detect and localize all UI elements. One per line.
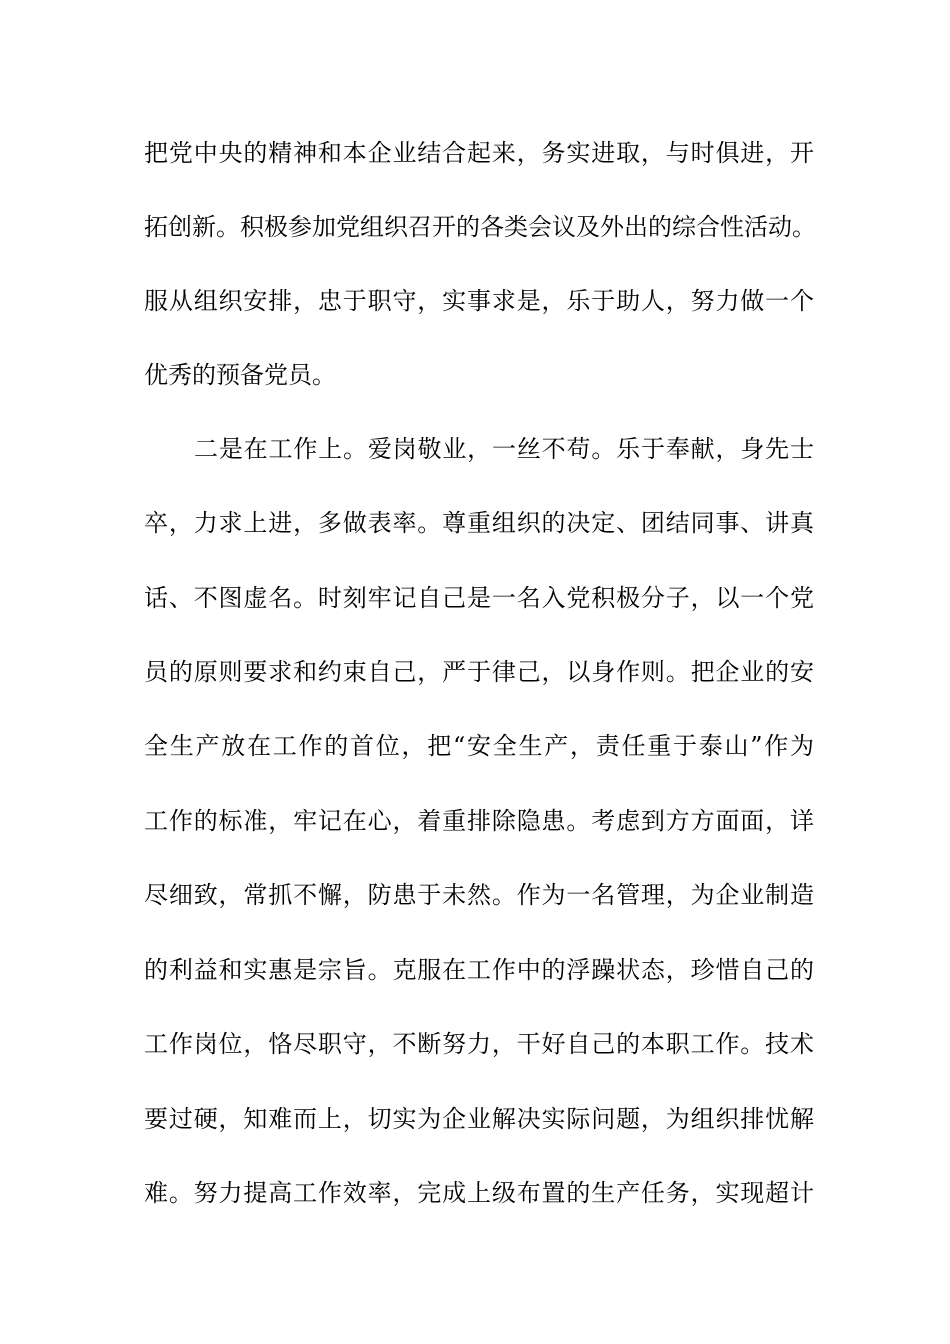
text-line: 优秀的预备党员。 — [144, 361, 336, 389]
text-line: 全生产放在工作的首位，把“安全生产，责任重于泰山”作为 — [144, 732, 814, 760]
text-line: 难。努力提高工作效率，完成上级布置的生产任务，实现超计 — [144, 1179, 814, 1207]
text-line: 尽细致，常抓不懈，防患于未然。作为一名管理，为企业制造 — [144, 881, 814, 909]
text-line: 卒，力求上进，多做表率。尊重组织的决定、团结同事、讲真 — [144, 509, 814, 537]
text-line: 员的原则要求和约束自己，严于律己，以身作则。把企业的安 — [144, 658, 814, 686]
text-line: 话、不图虚名。时刻牢记自己是一名入党积极分子，以一个党 — [144, 584, 814, 612]
text-line: 拓创新。积极参加党组织召开的各类会议及外出的综合性活动。 — [144, 213, 816, 241]
text-line: 要过硬，知难而上，切实为企业解决实际问题，为组织排忧解 — [144, 1105, 814, 1133]
text-line: 把党中央的精神和本企业结合起来，务实进取，与时俱进，开 — [144, 139, 814, 167]
text-line: 的利益和实惠是宗旨。克服在工作中的浮躁状态，珍惜自己的 — [144, 956, 814, 984]
text-line: 工作的标准，牢记在心，着重排除隐患。考虑到方方面面，详 — [144, 807, 814, 835]
text-line: 工作岗位，恪尽职守，不断努力，干好自己的本职工作。技术 — [144, 1030, 814, 1058]
text-line: 服从组织安排，忠于职守，实事求是，乐于助人，努力做一个 — [144, 287, 814, 315]
paragraph-first-line: 二是在工作上。爱岗敬业，一丝不苟。乐于奉献，身先士 — [194, 435, 814, 463]
